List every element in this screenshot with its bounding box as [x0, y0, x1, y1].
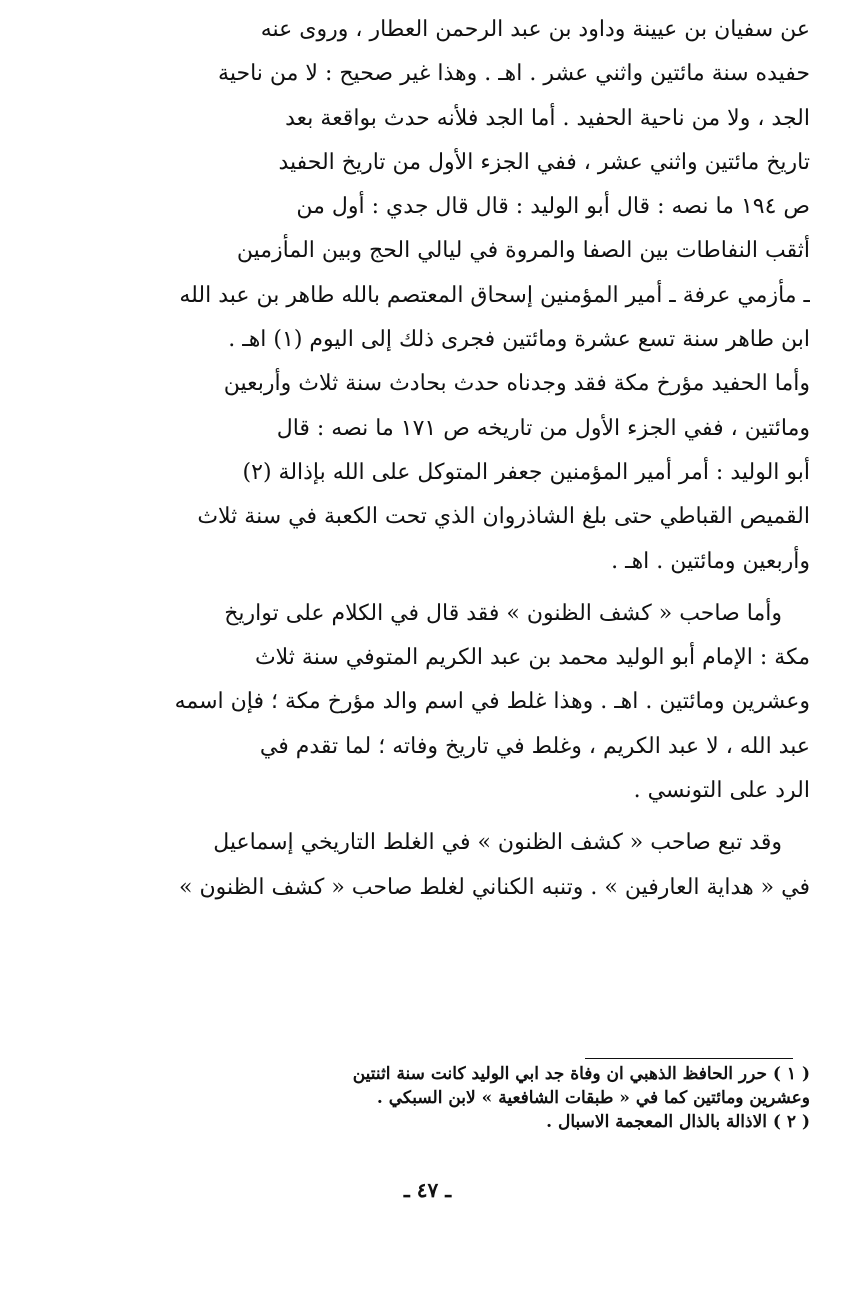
- paragraph-gap: [150, 584, 810, 592]
- main-text: [150, 8, 810, 910]
- text-line: ـ مأزمي عرفة ـ أمير المؤمنين إسحاق المعتصم بالله طاهر بن عبد الله: [179, 282, 810, 308]
- paragraph-gap: [150, 813, 810, 821]
- text-line: وأما صاحب « كشف الظنون » فقد قال في الكلام على تواريخ: [224, 600, 782, 626]
- text-line: ومائتين ، ففي الجزء الأول من تاريخه ص ١٧١ ما نصه : قال: [276, 415, 810, 441]
- text-line: في « هداية العارفين » . وتنبه الكناني لغلط صاحب « كشف الظنون »: [179, 874, 810, 900]
- text-line: ابن طاهر سنة تسع عشرة ومائتين فجرى ذلك إلى اليوم (١) اهـ .: [228, 327, 810, 353]
- text-line: الرد على التونسي .: [633, 778, 810, 804]
- page-number: ـ ٤٧ ـ: [403, 1178, 452, 1202]
- text-line: القميص القباطي حتى بلغ الشاذروان الذي تحت الكعبة في سنة ثلاث: [197, 504, 810, 530]
- text-line: الجد ، ولا من ناحية الحفيد . أما الجد فلأنه حدث بواقعة بعد: [285, 105, 810, 131]
- paragraph-1: [150, 8, 810, 584]
- text-line: أثقب النفاطات بين الصفا والمروة في ليالي الحج وبين المأزمين: [236, 238, 810, 264]
- text-line: وعشرين ومائتين . اهـ . وهذا غلط في اسم والد مؤرخ مكة ؛ فإن اسمه: [174, 689, 810, 715]
- text-line: مكة : الإمام أبو الوليد محمد بن عبد الكريم المتوفي سنة ثلاث: [254, 645, 810, 671]
- footnote-line: وعشرين ومائتين كما في « طبقات الشافعية » لابن السبكي .: [376, 1088, 810, 1108]
- text-line: أبو الوليد : أمر أمير المؤمنين جعفر المتوكل على الله بإذالة (٢): [242, 459, 810, 485]
- text-line: حفيده سنة مائتين واثني عشر . اهـ . وهذا غير صحيح : لا من ناحية: [218, 61, 810, 87]
- footnote-line: ( ١ ) حرر الحافظ الذهبي ان وفاة جد ابي الوليد كانت سنة اثنتين: [352, 1064, 810, 1084]
- paragraph-3: [150, 821, 810, 910]
- paragraph-2: [150, 592, 810, 813]
- text-line: وأما الحفيد مؤرخ مكة فقد وجدناه حدث بحادث سنة ثلاث وأربعين: [223, 371, 810, 397]
- text-line: عن سفيان بن عيينة وداود بن عبد الرحمن العطار ، وروى عنه: [260, 17, 810, 42]
- text-line: عبد الله ، لا عبد الكريم ، وغلط في تاريخ وفاته ؛ لما تقدم في: [259, 733, 810, 759]
- footnote-line: ( ٢ ) الاذالة بالذال المعجمة الاسبال .: [546, 1112, 810, 1132]
- footnotes: [140, 1062, 810, 1134]
- text-line: تاريخ مائتين واثني عشر ، ففي الجزء الأول من تاريخ الحفيد: [278, 149, 810, 175]
- text-line: ص ١٩٤ ما نصه : قال أبو الوليد : قال قال جدي : أول من: [296, 194, 810, 220]
- text-line: وقد تبع صاحب « كشف الظنون » في الغلط التاريخي إسماعيل: [213, 830, 782, 856]
- text-line: وأربعين ومائتين . اهـ .: [611, 548, 810, 574]
- footnote-separator: [585, 1058, 793, 1059]
